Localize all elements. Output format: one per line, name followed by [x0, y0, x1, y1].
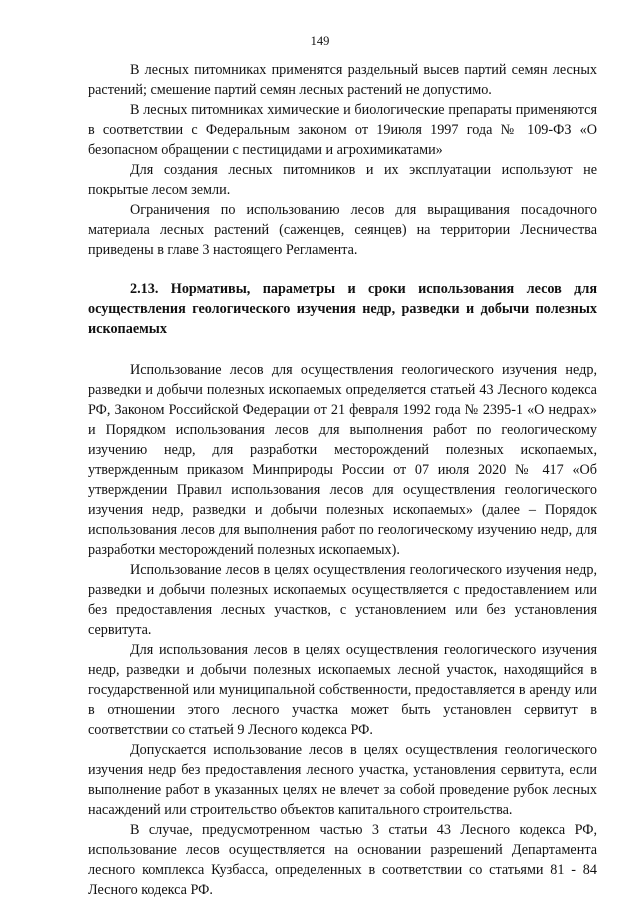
paragraph-nursery-lands: Для создания лесных питомников и их эксплуатации используют не покрытые лесом земли.: [88, 162, 597, 198]
paragraph-use-modes: Использование лесов в целях осуществления геологического изучения недр, разведки и добычи полезных ископаемых осуществляется с предоставлением или без предоставления лесных участков, с установлением или без установления сервитута.: [88, 562, 597, 638]
page-number: 149: [310, 34, 330, 48]
paragraph-restrictions: Ограничения по использованию лесов для выращивания посадочного материала лесных растений (саженцев, сеянцев) на территории Лесничества приведены в главе 3 настоящего Регламента.: [88, 202, 597, 258]
paragraph-seed-sowing: В лесных питомниках применятся раздельный высев партий семян лесных растений; смешение партий семян лесных растений не допустимо.: [88, 62, 597, 98]
paragraph-legal-basis: Использование лесов для осуществления геологического изучения недр, разведки и добычи полезных ископаемых определяется статьей 43 Лесного кодекса РФ, Законом Российской Федерации от 21 февраля 1992 года № 2395-1 «О недрах» и Порядком использования лесов для выполнения работ по геологическому изучению недр, для разработки месторождений полезных ископаемых, утвержденным приказом Минприроды России от 07 июля 2020 № 417 «Об утверждении Правил использования лесов для осуществления геологического изучения недр, разведки и добычи полезных ископаемых» (далее – Порядок использования лесов для выполнения работ по геологическому изучению недр, для разработки месторождений полезных ископаемых).: [88, 362, 597, 558]
paragraph-chemical-preparations: В лесных питомниках химические и биологические препараты применяются в соответствии с Федеральным законом от 19июля 1997 года № 109-ФЗ «О безопасном обращении с пестицидами и агрохимикатами»: [88, 102, 597, 158]
paragraph-permits: В случае, предусмотренном частью 3 статьи 43 Лесного кодекса РФ, использование лесов осуществляется на основании разрешений Департамента лесного комплекса Кузбасса, определенных в соответствии со статьями 81 - 84 Лесного кодекса РФ.: [88, 822, 597, 898]
paragraph-lease-servitude: Для использования лесов в целях осуществления геологического изучения недр, разведки и добычи полезных ископаемых лесной участок, находящийся в государственной или муниципальной собственности, предоставляется в аренду или в отношении этого лесного участка может быть установлен сервитут в соответствии со статьей 9 Лесного кодекса РФ.: [88, 642, 597, 738]
paragraph-without-plot: Допускается использование лесов в целях осуществления геологического изучения недр без предоставления лесного участка, установления сервитута, если выполнение работ в указанных целях не влечет за собой проведение рубок лесных насаждений или строительство объектов капитального строительства.: [88, 742, 597, 818]
section-heading: 2.13. Нормативы, параметры и сроки использования лесов для осуществления геологического изучения недр, разведки и добычи полезных ископаемых: [88, 281, 597, 337]
page-body: [88, 60, 597, 900]
heading-spacer: [88, 339, 597, 360]
